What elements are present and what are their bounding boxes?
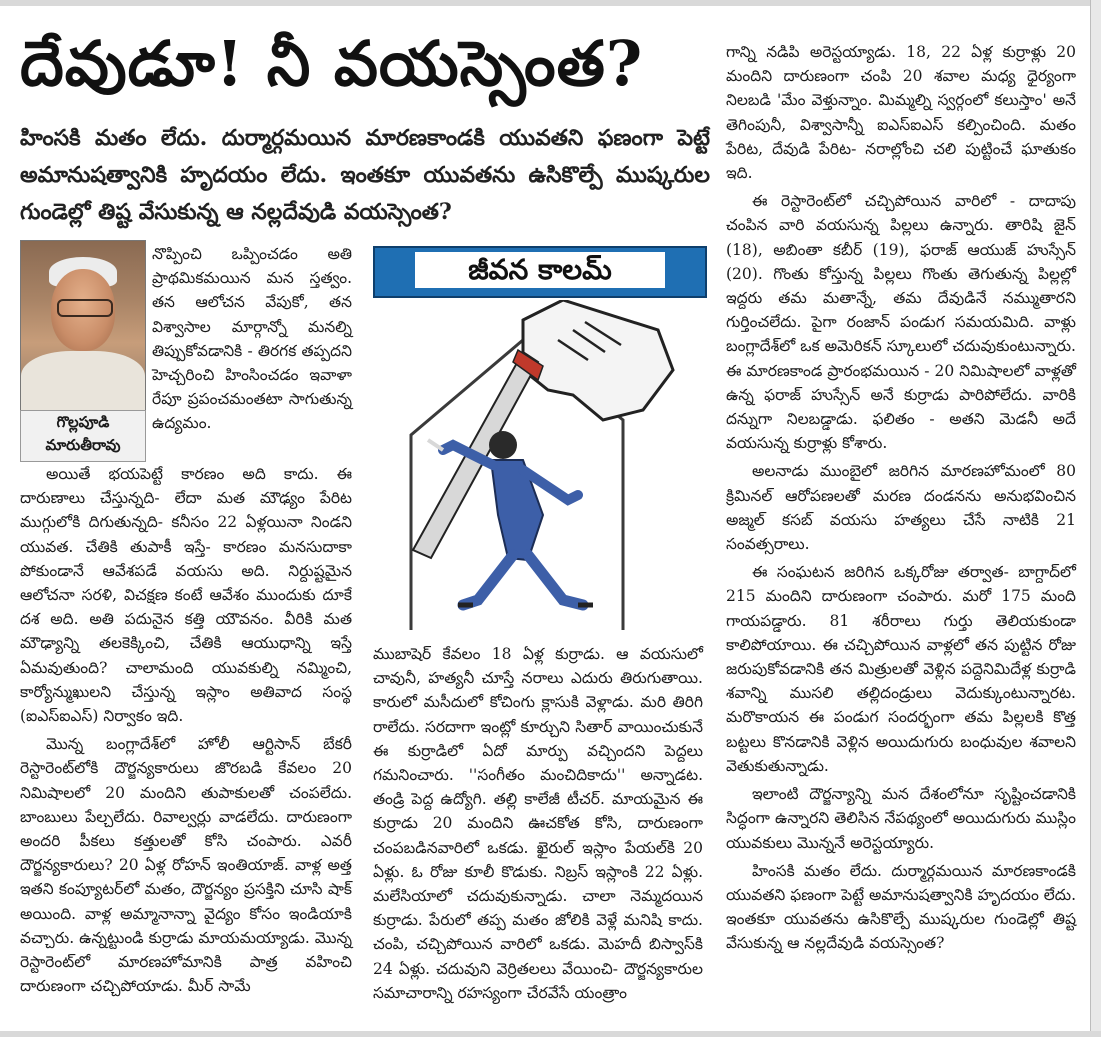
column-name: జీవన కాలమ్ (415, 252, 665, 288)
page-bottom-border (0, 1031, 1101, 1037)
scrollbar[interactable] (1090, 0, 1101, 1037)
paragraph: మొన్న బంగ్లాదేశ్‌లో హోలీ ఆర్టిసాన్ బేకరీ రెస్టారెంట్‌లోకి దౌర్జన్యకారులు జొరబడి కేవలం 20 నిమిషాలలో 20 మందిని తుపాకులతో చంపలేదు. బాంబులు పేల్చలేదు. రివాల్వర్లు వాడలేదు. దారుణంగా అందరి పీకలు కత్తులతో కోసి చంపారు. ఎవరీ దౌర్జన్యకారులు? 20 ఏళ్ల రోహన్ ఇంతియాజ్. వాళ్ల అత్త ఇతని కంప్యూటర్‌లో మతం, దౌర్జన్యం ప్రసక్తిని చూసి షాక్ అయింది. వాళ్ల అమ్మానాన్నా వైద్యం కోసం ఇండియాకి వచ్చారు. ఉన్నట్టుండి కుర్రాడు మాయమయ్యాడు. మొన్న రెస్టారెంట్‌లో మారణహోమానికి పాత్ర వహించి దారుణంగా చచ్చిపోయాడు. మీర్ సామే (20, 735, 352, 996)
intro-paragraph: నొప్పించి ఒప్పించడం అతి ప్రాథమికమయిన మన స్తత్వం. తన ఆలోచన వేపుకో, తన విశ్వాసాల మార్గాన్నో మనల్ని తిప్పుకోవడానికి - తిరగక తప్పదని హెచ్చరించి హింసించడం ఇవాళా రేపూ ప్రపంచమంతటా సాగుతున్న ఉద్యమం. (152, 245, 352, 433)
paragraph: అలనాడు ముంబైలో జరిగిన మారణహోమంలో 80 క్రిమినల్ ఆరోపణలతో మరణ దండనను అనుభవించిన అజ్మల్ కసబ్ వయసు హత్యలు చేసే నాటికి 21 సంవత్సరాలు. (726, 462, 1076, 554)
paragraph: అయితే భయపెట్టే కారణం అది కాదు. ఈ దారుణాలు చేస్తున్నది- లేదా మత మౌఢ్యం పేరిట ముగ్గులోకి దిగుతున్నది- కనీసం 22 ఏళ్లయినా నిండని యువత. చేతికి తుపాకీ ఇస్తే- కారణం మనసుదాకా పోకుండానే ఆవేశపడే వయసు అది. నిర్దుష్టమైన ఆలోచనా సరళి, విచక్షణ కంటే ఆవేశం ముందుకు దూకే దశ అది. అతి పదునైన కత్తి యౌవనం. వీరికి మత మౌఢ్యాన్ని తలకెక్కించి, చేతికి ఆయుధాన్ని ఇస్తే ఏమవుతుంది? చాలామంది యువకుల్ని నమ్మించి, కార్యోన్ముఖులని చేస్తున్న ఇస్లాం అతివాద సంస్థ (ఐఎస్ఐఎస్) నిర్వాకం ఇది. (20, 465, 352, 726)
paragraph: హింసకి మతం లేదు. దుర్మార్గమయిన మారణకాండకి యువతని ఫణంగా పెట్టే అమానుషత్వానికి హృదయం లేదు. ఇంతకూ యువతను ఉసికొల్పే ముష్కరుల గుండెల్లో తిష్ట వేసుకున్న ఆ నల్లదేవుడి వయస్సెంత? (726, 861, 1076, 953)
paragraph: ఈ రెస్టారెంట్‌లో చచ్చిపోయిన వారిలో - దాదాపు చంపిన వారి వయసున్న పిల్లలు ఉన్నారు. తారిషి జైన్ (18), అబింతా కబీర్ (19), ఫరాజ్ ఆయుజ్ హుస్సేన్ (20). గొంతు కోస్తున్న పిల్లలు గొంతు తెగుతున్న పిల్లల్లో ఇద్దరు తమ మతాన్నే, తమ దేవుడినే నమ్ముతారని గుర్తించలేదు. పైగా రంజాన్ పండుగ సమయమిది. వాళ్లు బంగ్లాదేశ్‌లో ఒక అమెరికన్ స్కూలులో చదువుకుంటున్నారు. ఈ మారణకాండ ప్రారంభమయిన - 20 నిమిషాలలో వాళ్లతో ఉన్న ఫరాజ్ హుస్సేన్ అనే కుర్రాడు పారిపోలేదు. వారికి దన్నుగా నిలబడ్డాడు. ఫలితం - అతని మెడనీ అదే వయసున్న కుర్రాళ్లు కోశారు. (726, 192, 1076, 453)
paragraph: ఇలాంటి దౌర్జన్యాన్ని మన దేశంలోనూ సృష్టించడానికి సిద్ధంగా ఉన్నారని తెలిసిన నేపథ్యంలో అయిదుగురు ముస్లిం యువకులు మొన్ననే అరెస్టయ్యారు. (726, 785, 1076, 852)
author-name-line1: గొల్లపూడి (56, 413, 110, 431)
author-caption (20, 410, 146, 462)
headline: దేవుడూ! నీ వయస్సెంత? (20, 27, 644, 100)
column-two (373, 642, 703, 1009)
knife-attack-illustration-icon (373, 300, 703, 636)
author-portrait-icon (20, 240, 146, 412)
deck-subtitle: హింసకి మతం లేదు. దుర్మార్గమయిన మారణకాండకి యువతని ఫణంగా పెట్టే అమానుషత్వానికి హృదయం లేదు. ఇంతకూ యువతను ఉసికొల్పే ముష్కరుల గుండెల్లో తిష్ట వేసుకున్న ఆ నల్లదేవుడి వయస్సెంత? (20, 125, 710, 225)
paragraph: ఈ సంఘటన జరిగిన ఒక్కరోజు తర్వాత- బాగ్దాద్‌లో 215 మందిని దారుణంగా చంపారు. మరో 175 మంది గాయపడ్డారు. 81 శరీరాలు గుర్తు తెలియకుండా కాలిపోయాయి. ఈ చచ్చిపోయిన వాళ్లలో తన పుట్టిన రోజు జరుపుకోవడానికి తన మిత్రులతో వెళ్లిన పద్దెనిమిదేళ్ల కుర్రాడి శవాన్ని ముసలి తల్లిదండ్రులు వెదుక్కుంటున్నారట. మరొకాయన ఈ పండుగ సందర్భంగా తమ పిల్లలకి కొత్త బట్టలు కొనడానికి వెళ్లిన అయిదుగురు బంధువుల శవాలని వెతుకుతున్నాడు. (726, 563, 1076, 775)
column-one (20, 462, 352, 1002)
paragraph: గాన్ని నడిపి అరెస్టయ్యాడు. 18, 22 ఏళ్ల కుర్రాళ్లు 20 మందిని దారుణంగా చంపి 20 శవాల మధ్య ధైర్యంగా నిలబడి 'మేం వెళ్తున్నాం. మిమ్మల్ని స్వర్గంలో కలుస్తాం' అనే తెగింపునీ, విశ్వాసాన్నీ ఐఎస్ఐఎస్ కల్పించింది. మతం పేరిట, దేవుడి పేరిట- నరాల్లోంచి చలి పుట్టించే ఘాతుకం ఇది. (726, 43, 1076, 183)
column-one-intro (152, 242, 352, 440)
paragraph: ముబాషెర్ కేవలం 18 ఏళ్ల కుర్రాడు. ఆ వయసులో చావునీ, హత్యనీ చూస్తే నరాలు ఎదురు తిరుగుతాయి. కారులో మసీదులో కోచింగు క్లాసుకి వెళ్లాడు. మరి తిరిగి రాలేదు. సరదాగా ఇంట్లో కూర్చుని సితార్ వాయించుకునే ఈ కుర్రాడిలో ఏదో మార్పు వచ్చిందని పెద్దలు గమనించారు. ''సంగీతం మంచిదికాదు'' అన్నాడట. తండ్రి పెద్ద ఉద్యోగి. తల్లి కాలేజీ టీచర్. మాయమైన ఈ కుర్రాడు 20 మందిని ఊచకోత కోసి, దారుణంగా చంపబడినవారిలో ఒకడు. ఖైరుల్ ఇస్లాం పేయల్‌కి 20 ఏళ్లు. ఓ రోజు కూలీ కొడుకు. నిబ్రస్ ఇస్లాంకి 22 ఏళ్లు. మలేసియాలో చదువుకున్నాడు. చాలా నెమ్మదయిన కుర్రాడు. పేరులో తప్ప మతం జోలికి వెళ్లే మనిషి కాదు. చంపి, చచ్చిపోయిన వారిలో ఒకడు. మెహదీ బిస్వాస్‌కి 24 ఏళ్లు. చదువుని వెర్రితలలు వేయించి- దౌర్జన్యకారుల సమాచారాన్ని రహస్యంగా చేరవేసే యంత్రాం (373, 645, 703, 1002)
page-top-border (0, 0, 1101, 6)
column-three (726, 40, 1076, 960)
column-name-banner (373, 246, 707, 298)
author-name-line2: మారుతీరావు (45, 436, 121, 454)
